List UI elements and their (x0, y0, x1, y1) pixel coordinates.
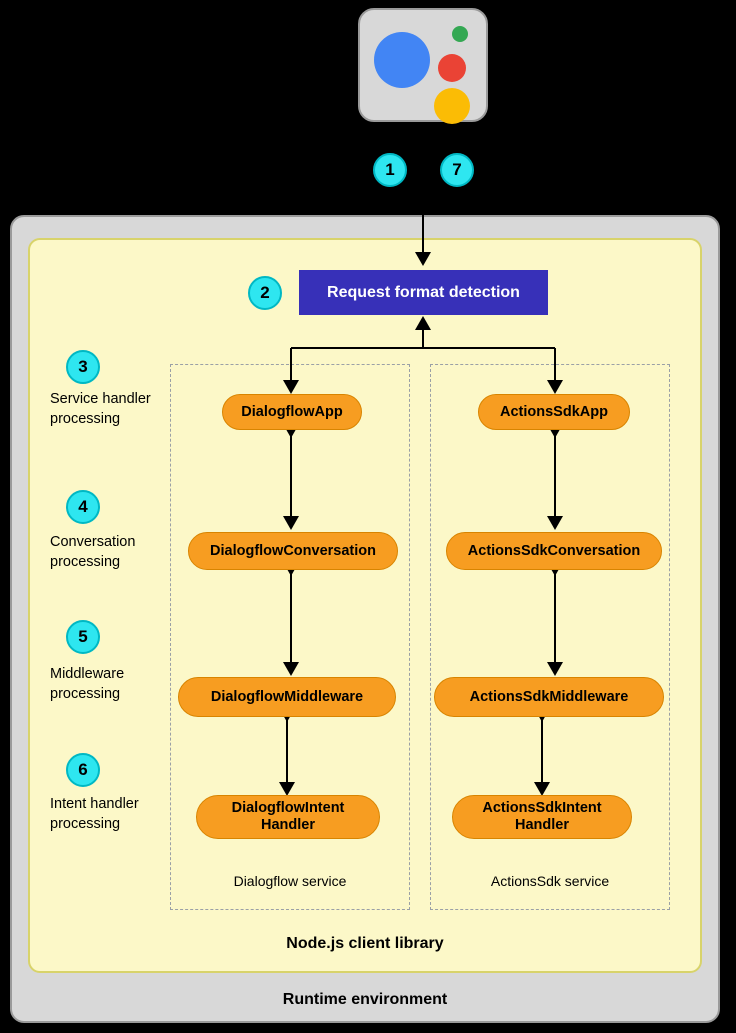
step-badge-7: 7 (440, 153, 474, 187)
stage-label-intent-handler: Intent handler processing (50, 796, 139, 832)
stage-label-service-handler: Service handler processing (50, 391, 151, 427)
runtime-environment-label: Runtime environment (282, 991, 448, 1008)
request-format-detection-box: Request format detection (299, 270, 548, 315)
assistant-yellow-dot-icon (434, 88, 470, 124)
step-badge-1: 1 (373, 153, 407, 187)
node-dialogflow-intent-handler[interactable]: DialogflowIntent Handler (196, 795, 380, 839)
stage-label-conversation: Conversation processing (50, 534, 136, 570)
assistant-red-dot-icon (438, 54, 466, 82)
assistant-blue-dot-icon (374, 32, 430, 88)
google-assistant-logo-tile (358, 8, 488, 122)
step-badge-2: 2 (248, 276, 282, 310)
node-dialogflow-app[interactable]: DialogflowApp (222, 394, 362, 430)
step-badge-3: 3 (66, 350, 100, 384)
assistant-green-dot-icon (452, 26, 468, 42)
node-dialogflow-middleware[interactable]: DialogflowMiddleware (178, 677, 396, 717)
nodejs-client-library-label: Node.js client library (286, 935, 444, 952)
actionssdk-service-label: ActionsSdk service (490, 873, 610, 889)
step-badge-4: 4 (66, 490, 100, 524)
step-badge-5: 5 (66, 620, 100, 654)
node-actionssdk-conversation[interactable]: ActionsSdkConversation (446, 532, 662, 570)
node-actionssdk-app[interactable]: ActionsSdkApp (478, 394, 630, 430)
node-actionssdk-middleware[interactable]: ActionsSdkMiddleware (434, 677, 664, 717)
node-dialogflow-conversation[interactable]: DialogflowConversation (188, 532, 398, 570)
stage-label-middleware: Middleware processing (50, 666, 125, 702)
step-badge-6: 6 (66, 753, 100, 787)
dialogflow-service-label: Dialogflow service (233, 873, 347, 889)
node-actionssdk-intent-handler[interactable]: ActionsSdkIntent Handler (452, 795, 632, 839)
